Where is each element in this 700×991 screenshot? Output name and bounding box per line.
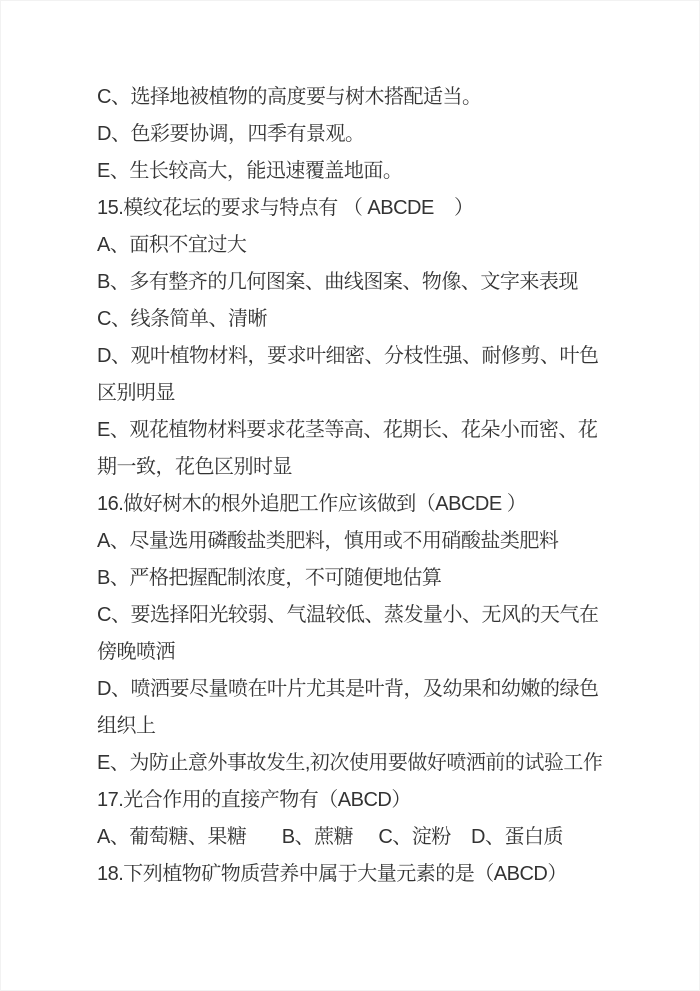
text-line-q15-option-b: B、多有整齐的几何图案、曲线图案、物像、文字来表现	[97, 271, 578, 293]
text-line-question-16: 16.做好树木的根外追肥工作应该做到（ABCDE ）	[97, 493, 527, 515]
text-line-option-d: D、色彩要协调，四季有景观。	[97, 123, 365, 145]
document-text-block	[97, 79, 617, 893]
text-line-option-e: E、生长较高大，能迅速覆盖地面。	[97, 160, 403, 182]
text-line-q17-options-row: A、葡萄糖、果糖 B、蔗糖 C、淀粉 D、蛋白质	[97, 826, 563, 848]
text-line-q15-option-e: E、观花植物材料要求花茎等高、花期长、花朵小而密、花	[97, 419, 598, 441]
text-line-q15-option-a: A、面积不宜过大	[97, 234, 247, 256]
text-line-q15-option-d: D、观叶植物材料，要求叶细密、分枝性强、耐修剪、叶色	[97, 345, 599, 367]
text-line-question-17: 17.光合作用的直接产物有（ABCD）	[97, 789, 411, 811]
text-line-question-15: 15.模纹花坛的要求与特点有 （ ABCDE ）	[97, 197, 474, 219]
text-line-q16-option-a: A、尽量选用磷酸盐类肥料，慎用或不用硝酸盐类肥料	[97, 530, 559, 552]
text-line-q16-option-c: C、要选择阳光较弱、气温较低、蒸发量小、无风的天气在	[97, 604, 599, 626]
text-line-q16-option-e: E、为防止意外事故发生,初次使用要做好喷洒前的试验工作	[97, 752, 603, 774]
text-line-q15-option-c: C、线条简单、清晰	[97, 308, 267, 330]
text-line-q16-option-d: D、喷洒要尽量喷在叶片尤其是叶背，及幼果和幼嫩的绿色	[97, 678, 599, 700]
text-line-q16-option-b: B、严格把握配制浓度，不可随便地估算	[97, 567, 442, 589]
text-line-option-c: C、选择地被植物的高度要与树木搭配适当。	[97, 86, 482, 108]
text-line-q16-option-d-2: 组织上	[97, 715, 156, 737]
text-line-q15-option-d-2: 区别明显	[97, 382, 175, 404]
text-line-q15-option-e-2: 期一致，花色区别时显	[97, 456, 292, 478]
text-line-q16-option-c-2: 傍晚喷洒	[97, 641, 175, 663]
text-line-question-18: 18.下列植物矿物质营养中属于大量元素的是（ABCD）	[97, 863, 567, 885]
